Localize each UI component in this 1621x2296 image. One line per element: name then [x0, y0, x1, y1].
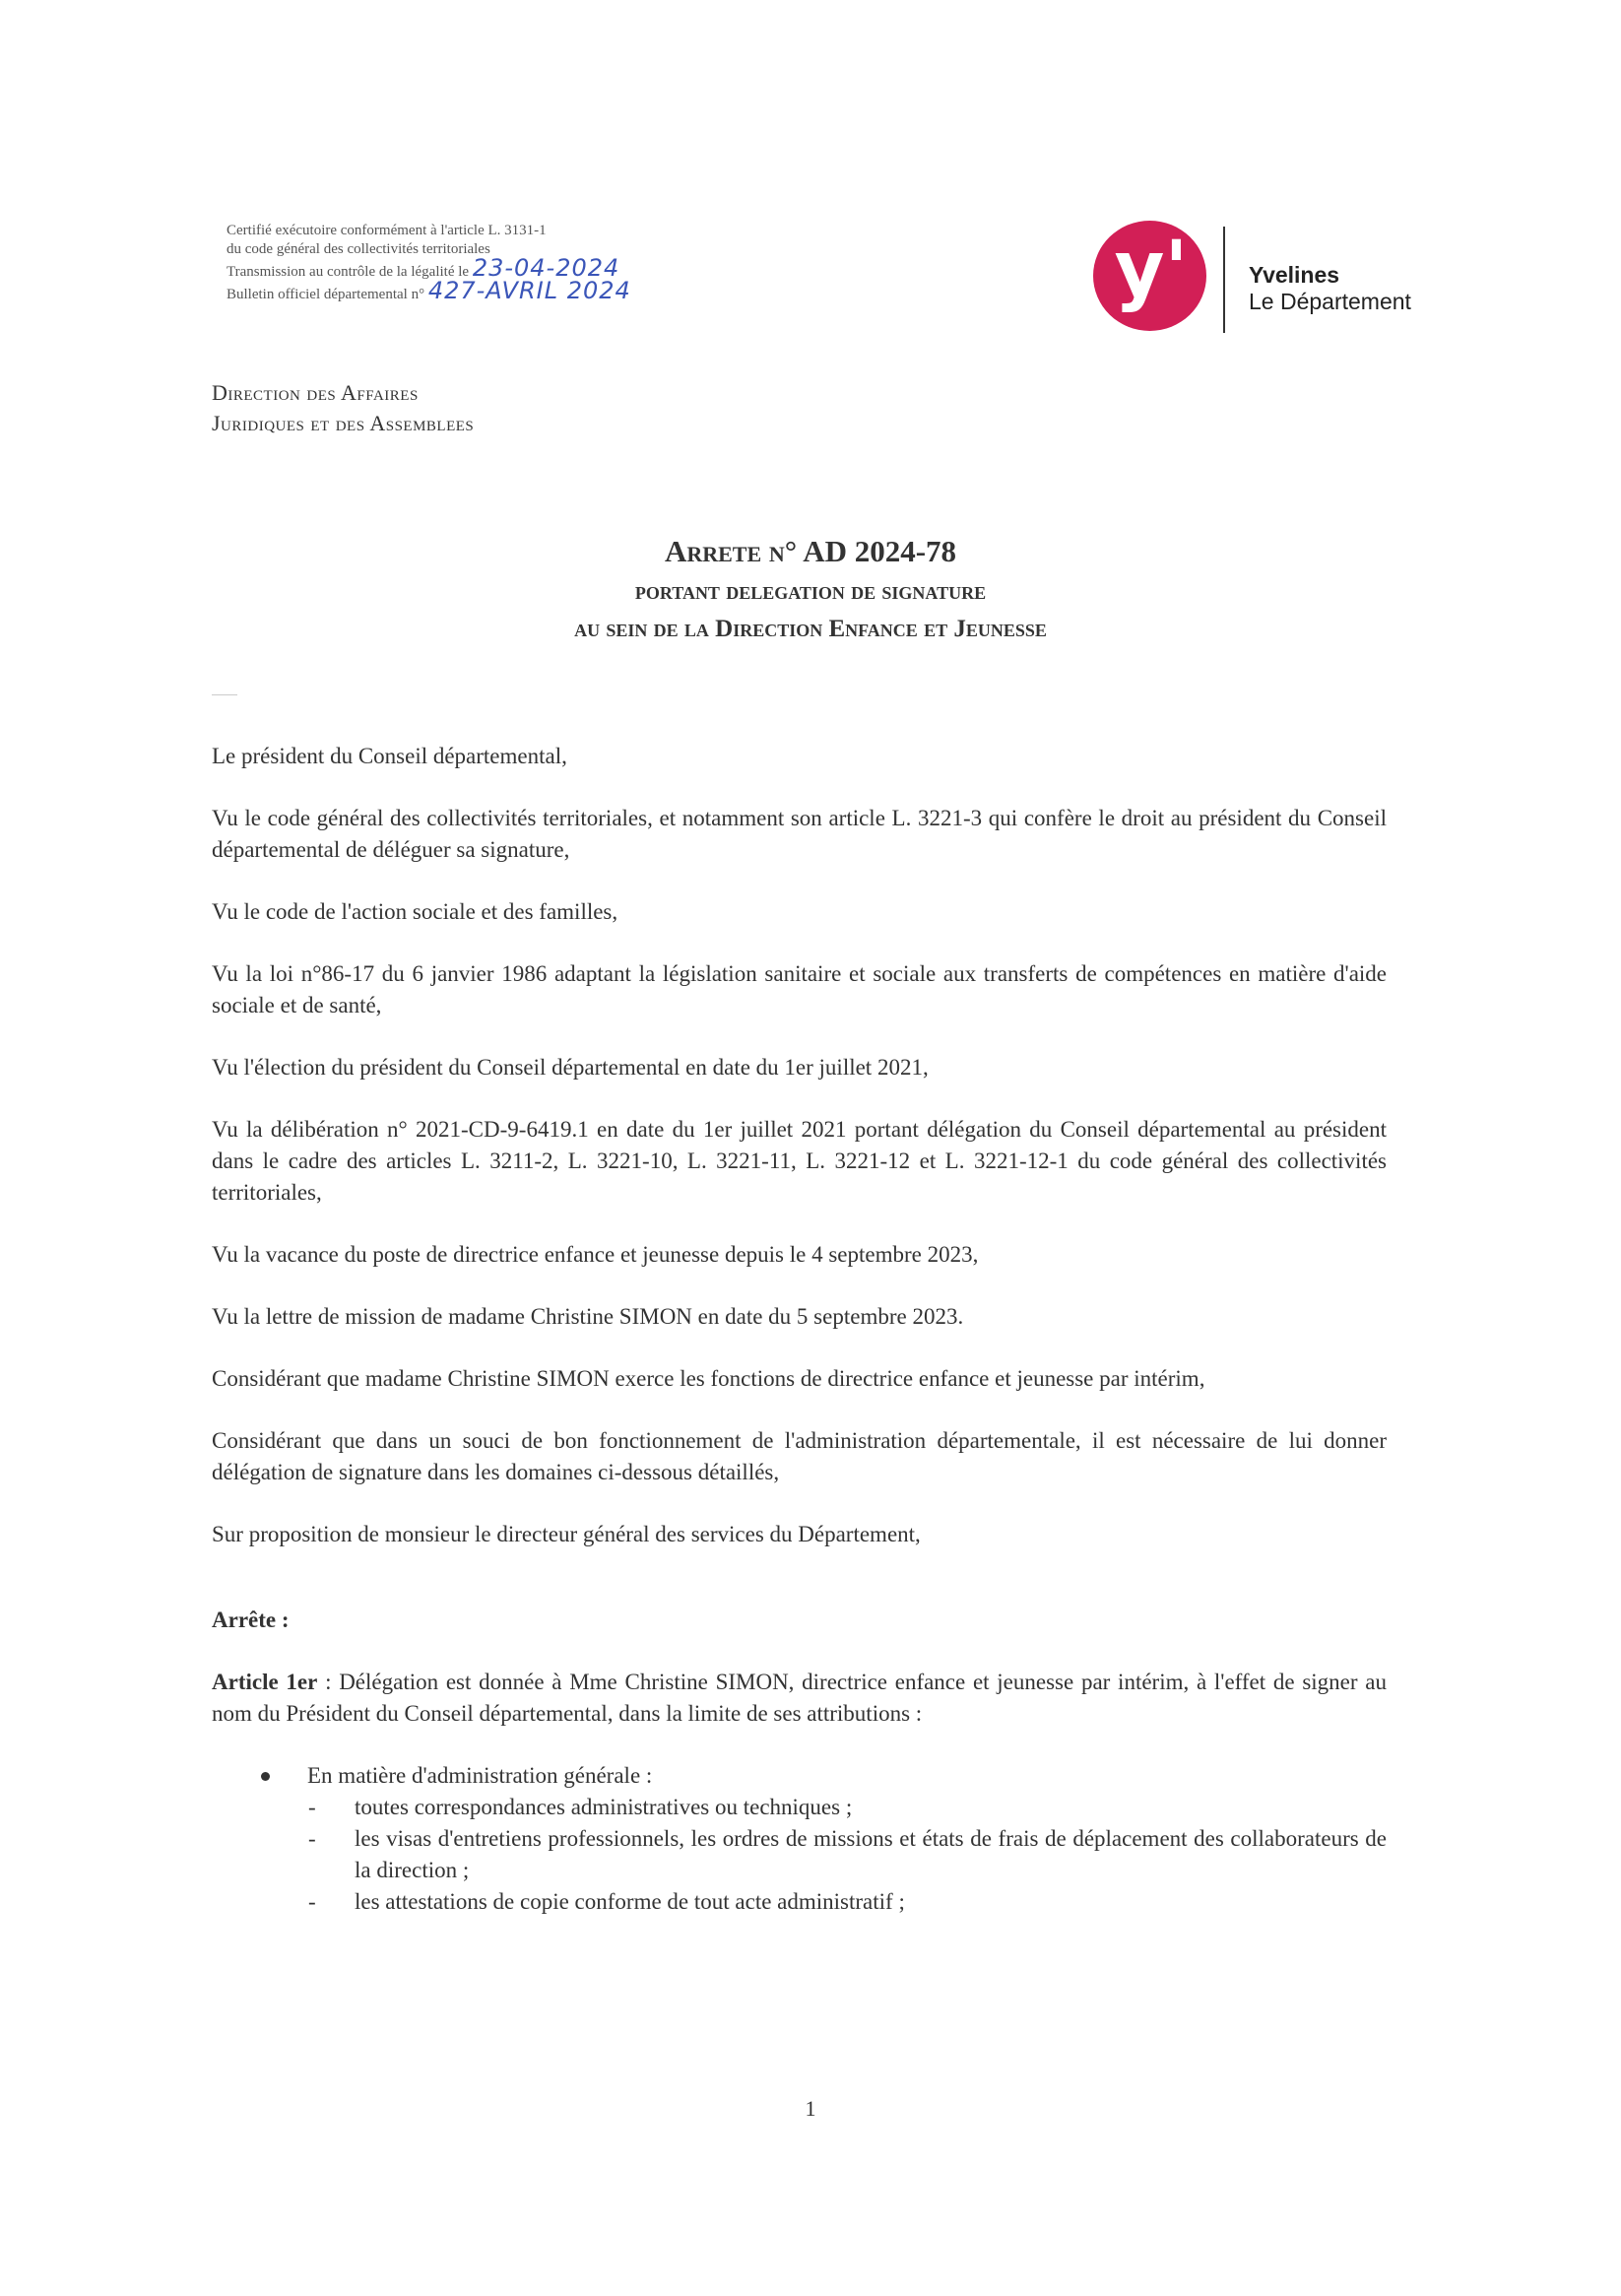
sub-item-text: les attestations de copie conforme de tout acte administratif ;	[355, 1889, 905, 1914]
page-number: 1	[805, 2096, 816, 2121]
vu-paragraph-1: Vu le code général des collectivités territoriales, et notamment son article L. 3221-3 qui confère le droit au président du Conseil départemental de déléguer sa signature,	[212, 806, 1387, 862]
considerant-paragraph-2: Considérant que dans un souci de bon fonctionnement de l'administration départementale, il est nécessaire de lui donner délégation de signature dans les domaines ci-dessous détaillés,	[212, 1428, 1387, 1484]
article-1-paragraph	[212, 1667, 1387, 1730]
cert-line-2: du code général des collectivités territoriales	[227, 241, 490, 257]
arrete-heading: Arrête :	[212, 1607, 290, 1632]
document-body	[212, 741, 1387, 1918]
handwritten-transmission-date: 23-04-2024	[472, 254, 620, 282]
sub-item-text: les visas d'entretiens professionnels, les ordres de missions et états de frais de déplacement des collaborateurs de la direction ;	[355, 1826, 1387, 1882]
sub-item-text: toutes correspondances administratives ou techniques ;	[355, 1795, 853, 1819]
logo-subtitle: Le Département	[1249, 289, 1411, 314]
vu-paragraph-7: Vu la lettre de mission de madame Christine SIMON en date du 5 septembre 2023.	[212, 1304, 964, 1329]
title-line-1: Arrete n° AD 2024-78	[664, 534, 957, 568]
proposition-paragraph: Sur proposition de monsieur le directeur général des services du Département,	[212, 1522, 921, 1546]
dash-marker: -	[308, 1795, 316, 1819]
title-line-3: au sein de la Direction Enfance et Jeunesse	[574, 616, 1047, 642]
handwritten-bulletin-number: 427-AVRIL 2024	[427, 277, 631, 304]
cert-transmission-label: Transmission au contrôle de la légalité le	[227, 264, 470, 280]
considerant-paragraph-1: Considérant que madame Christine SIMON exerce les fonctions de directrice enfance et jeunesse par intérim,	[212, 1366, 1205, 1391]
yvelines-logo	[1093, 219, 1438, 337]
direction-block	[212, 377, 474, 438]
cert-line-4	[227, 277, 631, 304]
list-item	[212, 1760, 1387, 1792]
bullet-text: En matière d'administration générale :	[307, 1763, 653, 1788]
direction-line-2: Juridiques et des Assemblees	[212, 411, 475, 435]
sub-list-item	[212, 1823, 1387, 1886]
logo-mark: y'	[1114, 226, 1189, 314]
vu-paragraph-4: Vu l'élection du président du Conseil départemental en date du 1er juillet 2021,	[212, 1055, 929, 1080]
article-1-label: Article 1er	[212, 1670, 318, 1694]
article-1-text: : Délégation est donnée à Mme Christine SIMON, directrice enfance et jeunesse par intérim, à l'effet de signer au nom du Président du Conseil départemental, dans la limite de ses attributions :	[212, 1670, 1387, 1726]
separator-mark	[212, 694, 237, 695]
logo-name: Yvelines	[1249, 262, 1340, 288]
dash-marker: -	[308, 1826, 316, 1851]
certification-stamp	[227, 222, 631, 304]
logo-divider	[1223, 227, 1225, 333]
bullet-icon	[261, 1772, 270, 1781]
direction-line-1: Direction des Affaires	[212, 380, 419, 405]
intro-paragraph: Le président du Conseil départemental,	[212, 744, 567, 768]
delegation-list	[212, 1760, 1387, 1918]
vu-paragraph-5: Vu la délibération n° 2021-CD-9-6419.1 en date du 1er juillet 2021 portant délégation du Conseil départemental au président dans le cadre des articles L. 3211-2, L. 3221-10, L. 3221-11, L. 3221-12 et L. 3221-12-1 du code général des collectivités territoriales,	[212, 1117, 1387, 1205]
vu-paragraph-6: Vu la vacance du poste de directrice enfance et jeunesse depuis le 4 septembre 2023,	[212, 1242, 979, 1267]
vu-paragraph-3: Vu la loi n°86-17 du 6 janvier 1986 adaptant la législation sanitaire et sociale aux transferts de compétences en matière d'aide sociale et de santé,	[212, 961, 1387, 1017]
dash-marker: -	[308, 1889, 316, 1914]
sub-list-item	[212, 1792, 1387, 1823]
vu-paragraph-2: Vu le code de l'action sociale et des familles,	[212, 899, 618, 924]
sub-list-item	[212, 1886, 1387, 1918]
document-title	[0, 530, 1621, 648]
title-line-2: portant delegation de signature	[634, 578, 987, 605]
logo-text	[1249, 262, 1411, 315]
cert-line-1: Certifié exécutoire conformément à l'article L. 3131-1	[227, 223, 547, 238]
cert-bulletin-label: Bulletin officiel départemental n°	[227, 287, 425, 302]
